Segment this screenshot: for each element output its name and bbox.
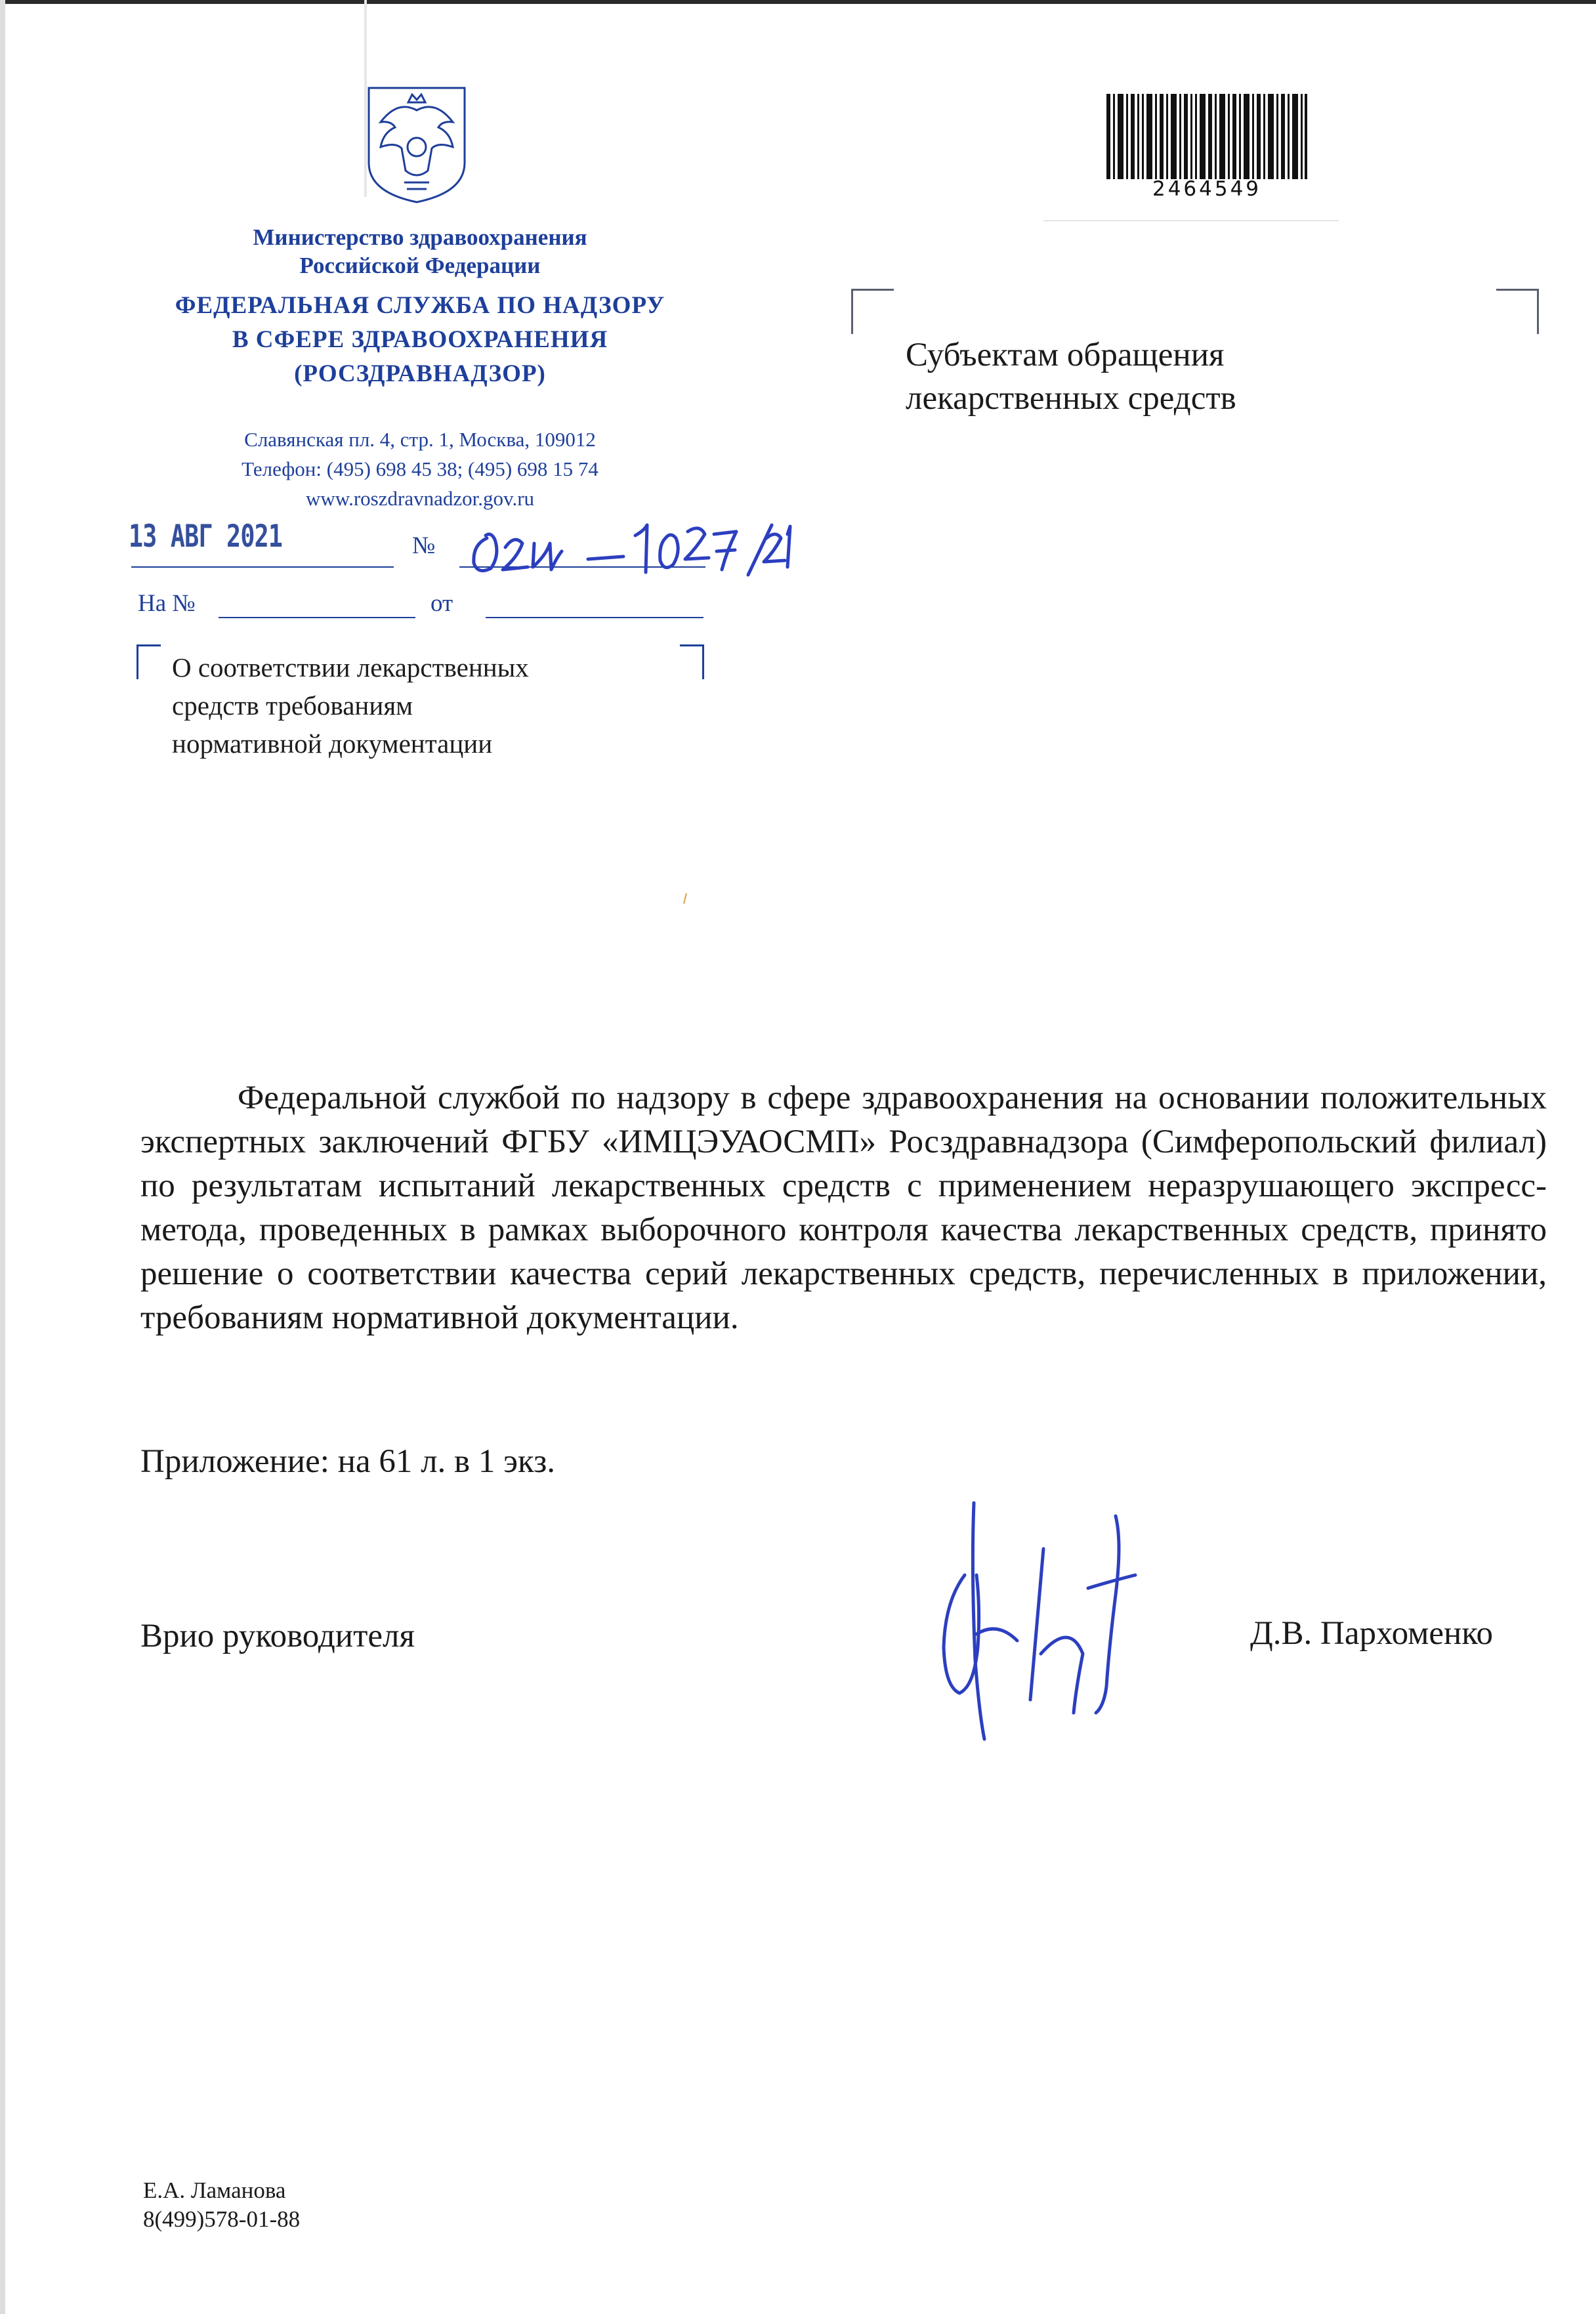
reply-date-label: от xyxy=(430,590,453,617)
barcode-number: 2464549 xyxy=(1152,177,1262,201)
address-line: Славянская пл. 4, стр. 1, Москва, 109012 xyxy=(244,428,596,451)
ministry-name: Министерство здравоохранения Российской Федерации xyxy=(253,224,587,278)
subject-bracket-left xyxy=(136,644,161,679)
attachment-note: Приложение: на 61 л. в 1 экз. xyxy=(140,1443,555,1480)
scan-speck xyxy=(682,893,688,904)
scan-left-edge xyxy=(0,0,5,2314)
date-underline xyxy=(131,566,394,568)
executor-phone: 8(499)578-01-88 xyxy=(143,2206,301,2232)
executor-name: Е.А. Ламанова xyxy=(143,2177,286,2203)
letter-subject: О соответствии лекарственных средств требованиям нормативной документации xyxy=(172,652,529,759)
addressee: Субъектам обращения лекарственных средств xyxy=(906,337,1236,417)
executor-block xyxy=(143,2176,300,2234)
website-link[interactable]: www.roszdravnadzor.gov.ru xyxy=(305,487,535,510)
body-paragraph: Федеральной службой по надзору в сфере здравоохранения на основании положительных экспертных заключений ФГБУ «ИМЦЭУАОСМП» Росздравнадзора (Симферопольский филиал) по результатам испытаний лекарственных средств с применением неразрушающего экспресс-метода, проведенных в рамках выборочного контроля качества лекарственных средств, принято решение о соответствии качества серий лекарственных средств, перечисленных в приложении, требованиям нормативной документации. xyxy=(140,1080,1547,1336)
service-name: ФЕДЕРАЛЬНАЯ СЛУЖБА ПО НАДЗОРУ В СФЕРЕ ЗДРАВООХРАНЕНИЯ (РОСЗДРАВНАДЗОР) xyxy=(175,292,665,387)
phone-line: Телефон: (495) 698 45 38; (495) 698 15 74 xyxy=(242,457,598,480)
signatory-name: Д.В. Пархоменко xyxy=(1250,1615,1493,1652)
number-label: № xyxy=(412,532,436,559)
barcode-image xyxy=(1106,94,1307,179)
reply-date-underline xyxy=(486,617,704,618)
scan-top-edge xyxy=(0,0,1596,4)
handwritten-registration-number xyxy=(459,512,794,584)
registration-date-stamp: 13 АВГ 2021 xyxy=(129,518,283,555)
reply-number-underline xyxy=(219,617,415,618)
contact-block xyxy=(131,425,709,513)
coat-of-arms-icon xyxy=(365,84,469,205)
signatory-position: Врио руководителя xyxy=(140,1618,415,1654)
addressee-bracket-left xyxy=(851,289,894,334)
addressee-bracket-right xyxy=(1496,289,1539,334)
reply-number-label: На № xyxy=(138,590,196,617)
handwritten-signature xyxy=(919,1490,1142,1752)
